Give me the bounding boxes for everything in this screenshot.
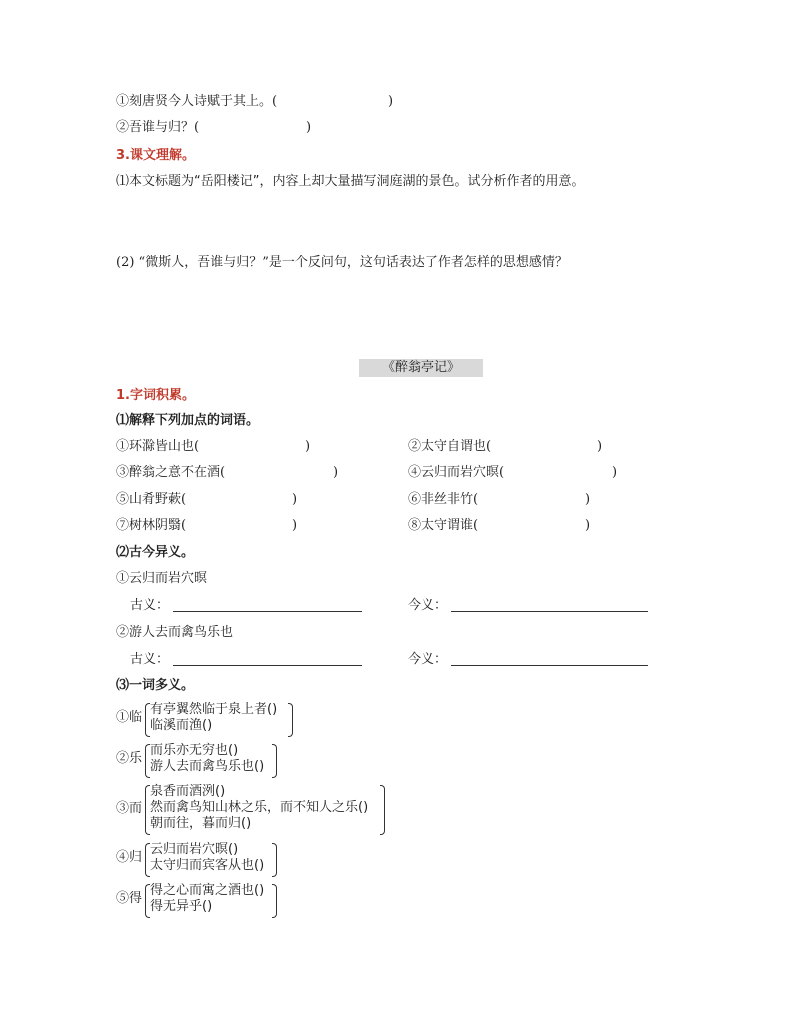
word-item: ⑥非丝非竹(: [408, 492, 479, 507]
question-item-a: [116, 94, 394, 110]
ancient-meaning-label: 古义：: [130, 652, 170, 667]
answer-blank-close[interactable]: ): [585, 492, 591, 507]
right-brace: [380, 785, 385, 835]
polysemy-label: ①临: [116, 710, 143, 725]
answer-blank-close[interactable]: ): [388, 94, 394, 109]
ancient-meaning-blank[interactable]: [173, 665, 362, 666]
answer-paren[interactable]: (): [254, 759, 265, 774]
polysemy-label: ⑤得: [116, 891, 143, 906]
word-item: ②太守自谓也(: [408, 439, 492, 454]
gujin-sentence: ①云归而岩穴暝: [116, 571, 208, 586]
subheading-explain-words: ⑴解释下列加点的词语。: [116, 413, 260, 428]
right-brace: [288, 703, 293, 737]
polysemy-line: 云归而岩穴暝(): [150, 842, 239, 857]
answer-blank-close[interactable]: ): [597, 439, 603, 454]
polysemy-line: 得之心而寓之酒也(): [150, 883, 265, 898]
gujin-sentence: ②游人去而禽鸟乐也: [116, 625, 234, 640]
right-brace: [272, 884, 277, 918]
polysemy-line: 临溪而渔(): [150, 718, 213, 733]
polysemy-label: ③而: [116, 801, 143, 816]
modern-meaning-blank[interactable]: [451, 611, 648, 612]
answer-paren[interactable]: (): [228, 743, 239, 758]
word-item: ④云归而岩穴暝(: [408, 465, 505, 480]
answer-blank-close[interactable]: ): [612, 465, 618, 480]
answer-blank-close[interactable]: ): [292, 518, 298, 533]
polysemy-line: 有亭翼然临于泉上者(): [150, 702, 278, 717]
polysemy-line: 得无异乎(): [150, 899, 213, 914]
answer-paren[interactable]: (): [254, 883, 265, 898]
modern-meaning-label: 今义：: [408, 598, 448, 613]
answer-paren[interactable]: (): [254, 858, 265, 873]
polysemy-line: 而乐亦无穷也(): [150, 743, 239, 758]
word-item: ⑤山肴野蔌(: [116, 492, 187, 507]
polysemy-line: 泉香而酒洌(): [150, 784, 226, 799]
polysemy-label: ④归: [116, 850, 143, 865]
polysemy-label: ②乐: [116, 751, 143, 766]
right-brace: [272, 744, 277, 778]
polysemy-line: 游人去而禽鸟乐也(): [150, 759, 265, 774]
modern-meaning-blank[interactable]: [451, 665, 648, 666]
word-item: ③醉翁之意不在酒(: [116, 465, 226, 480]
word-item: ⑦树林阴翳(: [116, 518, 187, 533]
polysemy-line: 然而禽鸟知山林之乐，而不知人之乐(): [150, 800, 369, 815]
heading-reading-comprehension: 3.课文理解。: [116, 148, 195, 163]
word-item: ①环滁皆山也(: [116, 439, 200, 454]
question-text: ②吾谁与归？(: [116, 120, 200, 135]
answer-paren[interactable]: (): [202, 899, 213, 914]
right-brace: [272, 843, 277, 877]
answer-blank-close[interactable]: ): [305, 439, 311, 454]
heading-vocabulary: 1.字词积累。: [116, 388, 195, 403]
answer-blank-close[interactable]: ): [292, 492, 298, 507]
polysemy-line: 朝而往，暮而归(): [150, 816, 252, 831]
subheading-ancient-modern: ⑵古今异义。: [116, 545, 195, 560]
answer-blank-close[interactable]: ): [306, 120, 312, 135]
question-item-b: [116, 120, 312, 136]
answer-paren[interactable]: (): [241, 816, 252, 831]
comprehension-question-2: (2) “微斯人，吾谁与归？”是一个反问句，这句话表达了作者怎样的思想感情？: [116, 255, 568, 270]
answer-paren[interactable]: (): [358, 800, 369, 815]
answer-paren[interactable]: (): [228, 842, 239, 857]
answer-paren[interactable]: (): [267, 702, 278, 717]
answer-blank-close[interactable]: ): [585, 518, 591, 533]
answer-blank-close[interactable]: ): [333, 465, 339, 480]
subheading-polysemy: ⑶一词多义。: [116, 678, 195, 693]
word-item: ⑧太守谓谁(: [408, 518, 479, 533]
ancient-meaning-blank[interactable]: [173, 611, 362, 612]
comprehension-question-1: ⑴本文标题为“岳阳楼记”，内容上却大量描写洞庭湖的景色。试分析作者的用意。: [116, 174, 585, 189]
answer-paren[interactable]: (): [202, 718, 213, 733]
answer-paren[interactable]: (): [215, 784, 226, 799]
question-text: ①刻唐贤今人诗赋于其上。(: [116, 94, 278, 109]
modern-meaning-label: 今义：: [408, 652, 448, 667]
polysemy-line: 太守归而宾客从也(): [150, 858, 265, 873]
ancient-meaning-label: 古义：: [130, 598, 170, 613]
section-title: 《醉翁亭记》: [359, 359, 483, 377]
